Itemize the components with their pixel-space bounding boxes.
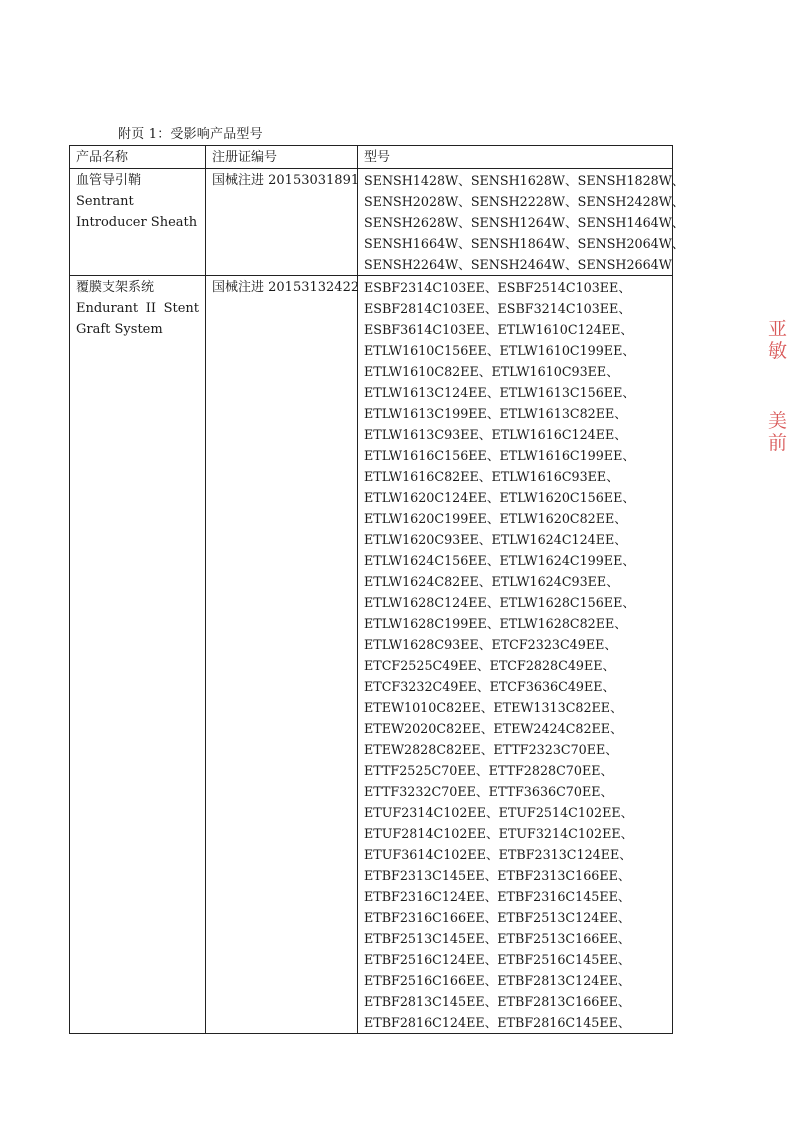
header-registration-number: 注册证编号: [206, 146, 358, 169]
model-line: ETBF2513C145EE、ETBF2513C166EE、: [364, 931, 631, 946]
model-line: SENSH1428W、SENSH1628W、SENSH1828W、: [364, 173, 685, 188]
registration-number: 国械注进 20153031891: [212, 173, 360, 188]
registration-cell: [206, 169, 358, 276]
registration-cell: [206, 276, 358, 1034]
product-name-zh: 血管导引鞘: [76, 173, 142, 188]
model-line: ETUF2814C102EE、ETUF3214C102EE、: [364, 826, 634, 841]
registration-number: 国械注进 20153132422: [212, 280, 360, 295]
model-line: ETBF2313C145EE、ETBF2313C166EE、: [364, 868, 631, 883]
model-line: ETLW1616C156EE、ETLW1616C199EE、: [364, 448, 636, 463]
product-name-zh: 覆膜支架系统: [76, 280, 155, 295]
model-line: ETLW1628C93EE、ETCF2323C49EE、: [364, 637, 618, 652]
model-line: ETBF2316C166EE、ETBF2513C124EE、: [364, 910, 631, 925]
model-line: ETLW1613C199EE、ETLW1613C82EE、: [364, 406, 627, 421]
product-name-en: Sentrant Introducer Sheath: [76, 194, 198, 230]
table-header-row: [70, 146, 673, 169]
header-product-name: 产品名称: [70, 146, 206, 169]
model-line: ESBF2814C103EE、ESBF3214C103EE、: [364, 301, 632, 316]
model-line: SENSH2628W、SENSH1264W、SENSH1464W、: [364, 215, 685, 230]
model-line: ESBF2314C103EE、ESBF2514C103EE、: [364, 280, 632, 295]
model-line: ETEW2020C82EE、ETEW2424C82EE、: [364, 721, 623, 736]
model-line: ETLW1610C156EE、ETLW1610C199EE、: [364, 343, 636, 358]
model-line: ETEW1010C82EE、ETEW1313C82EE、: [364, 700, 623, 715]
product-name-cell: [70, 276, 206, 1034]
model-line: ETTF3232C70EE、ETTF3636C70EE、: [364, 784, 614, 799]
affected-products-table: [69, 145, 685, 1034]
model-cell: [358, 276, 673, 1034]
model-line: ETLW1620C199EE、ETLW1620C82EE、: [364, 511, 627, 526]
model-line: ETBF2516C124EE、ETBF2516C145EE、: [364, 952, 631, 967]
model-line: ETBF2816C124EE、ETBF2816C145EE、: [364, 1015, 631, 1030]
table-row: [70, 276, 673, 1034]
model-line: ETLW1628C124EE、ETLW1628C156EE、: [364, 595, 636, 610]
model-line: ESBF3614C103EE、ETLW1610C124EE、: [364, 322, 634, 337]
model-line: ETLW1616C82EE、ETLW1616C93EE、: [364, 469, 619, 484]
model-cell: [358, 169, 685, 276]
model-line: ETCF3232C49EE、ETCF3636C49EE、: [364, 679, 616, 694]
product-name-cell: [70, 169, 206, 276]
model-line: ETLW1624C82EE、ETLW1624C93EE、: [364, 574, 619, 589]
model-line: ETUF2314C102EE、ETUF2514C102EE、: [364, 805, 634, 820]
model-line: SENSH2028W、SENSH2228W、SENSH2428W、: [364, 194, 685, 209]
model-line: ETLW1613C93EE、ETLW1616C124EE、: [364, 427, 627, 442]
red-seal-fragment-top: 亚 敏: [768, 318, 788, 362]
model-line: ETBF2516C166EE、ETBF2813C124EE、: [364, 973, 631, 988]
model-line: ETLW1620C93EE、ETLW1624C124EE、: [364, 532, 627, 547]
model-line: ETLW1613C124EE、ETLW1613C156EE、: [364, 385, 636, 400]
model-line: ETLW1624C156EE、ETLW1624C199EE、: [364, 553, 636, 568]
model-line: ETLW1628C199EE、ETLW1628C82EE、: [364, 616, 627, 631]
model-line: ETBF2813C145EE、ETBF2813C166EE、: [364, 994, 631, 1009]
model-line: ETEW2828C82EE、ETTF2323C70EE、: [364, 742, 618, 757]
model-line: SENSH2264W、SENSH2464W、SENSH2664W: [364, 257, 672, 272]
model-line: ETBF2316C124EE、ETBF2316C145EE、: [364, 889, 631, 904]
model-line: SENSH1664W、SENSH1864W、SENSH2064W、: [364, 236, 685, 251]
table-row: [70, 169, 673, 276]
model-line: ETUF3614C102EE、ETBF2313C124EE、: [364, 847, 632, 862]
model-line: ETLW1610C82EE、ETLW1610C93EE、: [364, 364, 619, 379]
header-model: 型号: [358, 146, 673, 169]
model-line: ETCF2525C49EE、ETCF2828C49EE、: [364, 658, 616, 673]
page-caption: 附页 1：受影响产品型号: [118, 127, 263, 142]
model-line: ETLW1620C124EE、ETLW1620C156EE、: [364, 490, 636, 505]
product-name-en: Endurant II Stent Graft System: [76, 301, 199, 337]
red-seal-fragment-bottom: 美 前: [768, 410, 788, 454]
model-line: ETTF2525C70EE、ETTF2828C70EE、: [364, 763, 614, 778]
